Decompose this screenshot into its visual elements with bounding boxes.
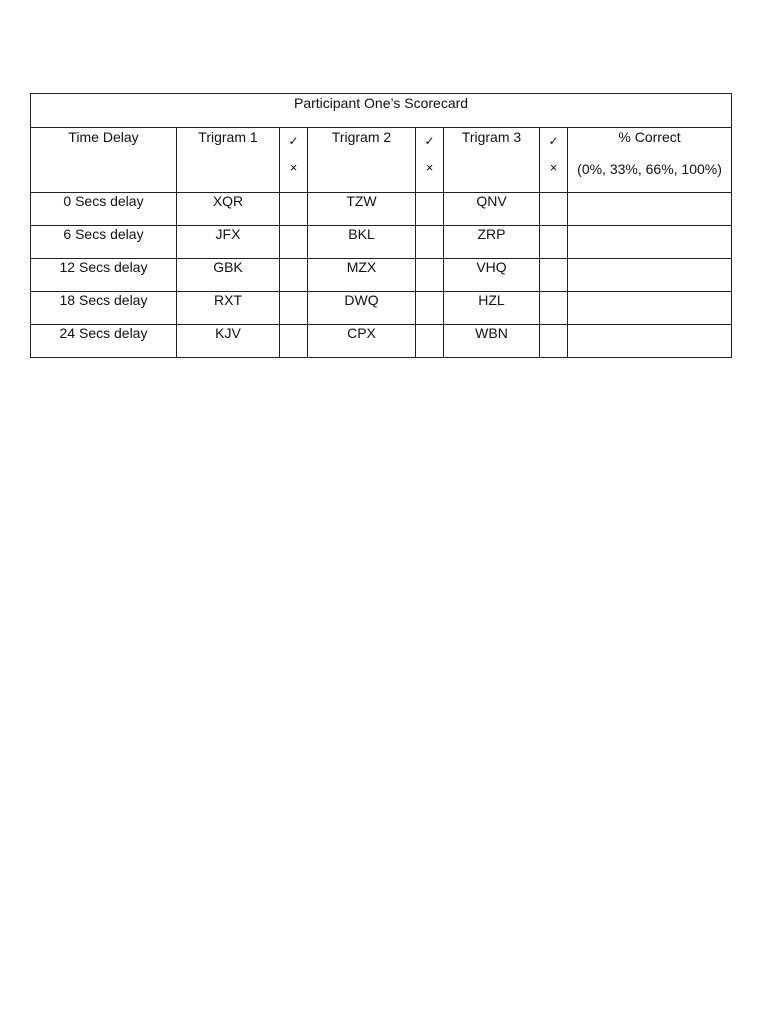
table-row [31,325,732,358]
header-percent-correct: % Correct (0%, 33%, 66%, 100%) [568,128,732,193]
percent-cell[interactable] [568,193,732,226]
trigram-3-cell: QNV [444,193,540,226]
cross-mark-icon: × [549,160,558,175]
percent-cell[interactable] [568,259,732,292]
mark-cell[interactable] [416,292,444,325]
check-mark-icon: ✓ [424,134,435,148]
delay-cell: 12 Secs delay [31,259,177,292]
delay-cell: 24 Secs delay [31,325,177,358]
scorecard-table [30,93,732,358]
delay-cell: 18 Secs delay [31,292,177,325]
header-trigram-2: Trigram 2 [308,128,416,193]
mark-cell[interactable] [280,193,308,226]
mark-cell[interactable] [540,325,568,358]
trigram-1-cell: JFX [177,226,280,259]
trigram-2-cell: CPX [308,325,416,358]
percent-options: (0%, 33%, 66%, 100%) [577,161,722,177]
cross-mark-icon: × [425,160,434,175]
mark-cell[interactable] [416,193,444,226]
mark-cell[interactable] [416,259,444,292]
table-row [31,259,732,292]
percent-cell[interactable] [568,292,732,325]
trigram-3-cell: ZRP [444,226,540,259]
trigram-1-cell: KJV [177,325,280,358]
table-row [31,226,732,259]
delay-cell: 0 Secs delay [31,193,177,226]
trigram-2-cell: MZX [308,259,416,292]
table-row [31,292,732,325]
header-trigram-1: Trigram 1 [177,128,280,193]
header-mark-1 [280,128,308,193]
header-trigram-3: Trigram 3 [444,128,540,193]
mark-cell[interactable] [416,226,444,259]
header-mark-2 [416,128,444,193]
trigram-3-cell: VHQ [444,259,540,292]
trigram-1-cell: XQR [177,193,280,226]
mark-cell[interactable] [280,226,308,259]
mark-cell[interactable] [540,259,568,292]
mark-cell[interactable] [280,325,308,358]
header-time-delay: Time Delay [31,128,177,193]
mark-cell[interactable] [280,292,308,325]
trigram-1-cell: GBK [177,259,280,292]
mark-cell[interactable] [540,292,568,325]
trigram-1-cell: RXT [177,292,280,325]
table-row [31,193,732,226]
trigram-3-cell: HZL [444,292,540,325]
header-mark-3 [540,128,568,193]
percent-cell[interactable] [568,325,732,358]
check-mark-icon: ✓ [288,134,299,148]
mark-cell[interactable] [280,259,308,292]
trigram-2-cell: BKL [308,226,416,259]
mark-cell[interactable] [540,193,568,226]
check-mark-icon: ✓ [548,134,559,148]
scorecard-title: Participant One’s Scorecard [31,94,732,128]
trigram-3-cell: WBN [444,325,540,358]
title-row [31,94,732,128]
mark-cell[interactable] [416,325,444,358]
delay-cell: 6 Secs delay [31,226,177,259]
cross-mark-icon: × [289,160,298,175]
header-row [31,128,732,193]
percent-cell[interactable] [568,226,732,259]
trigram-2-cell: DWQ [308,292,416,325]
mark-cell[interactable] [540,226,568,259]
trigram-2-cell: TZW [308,193,416,226]
